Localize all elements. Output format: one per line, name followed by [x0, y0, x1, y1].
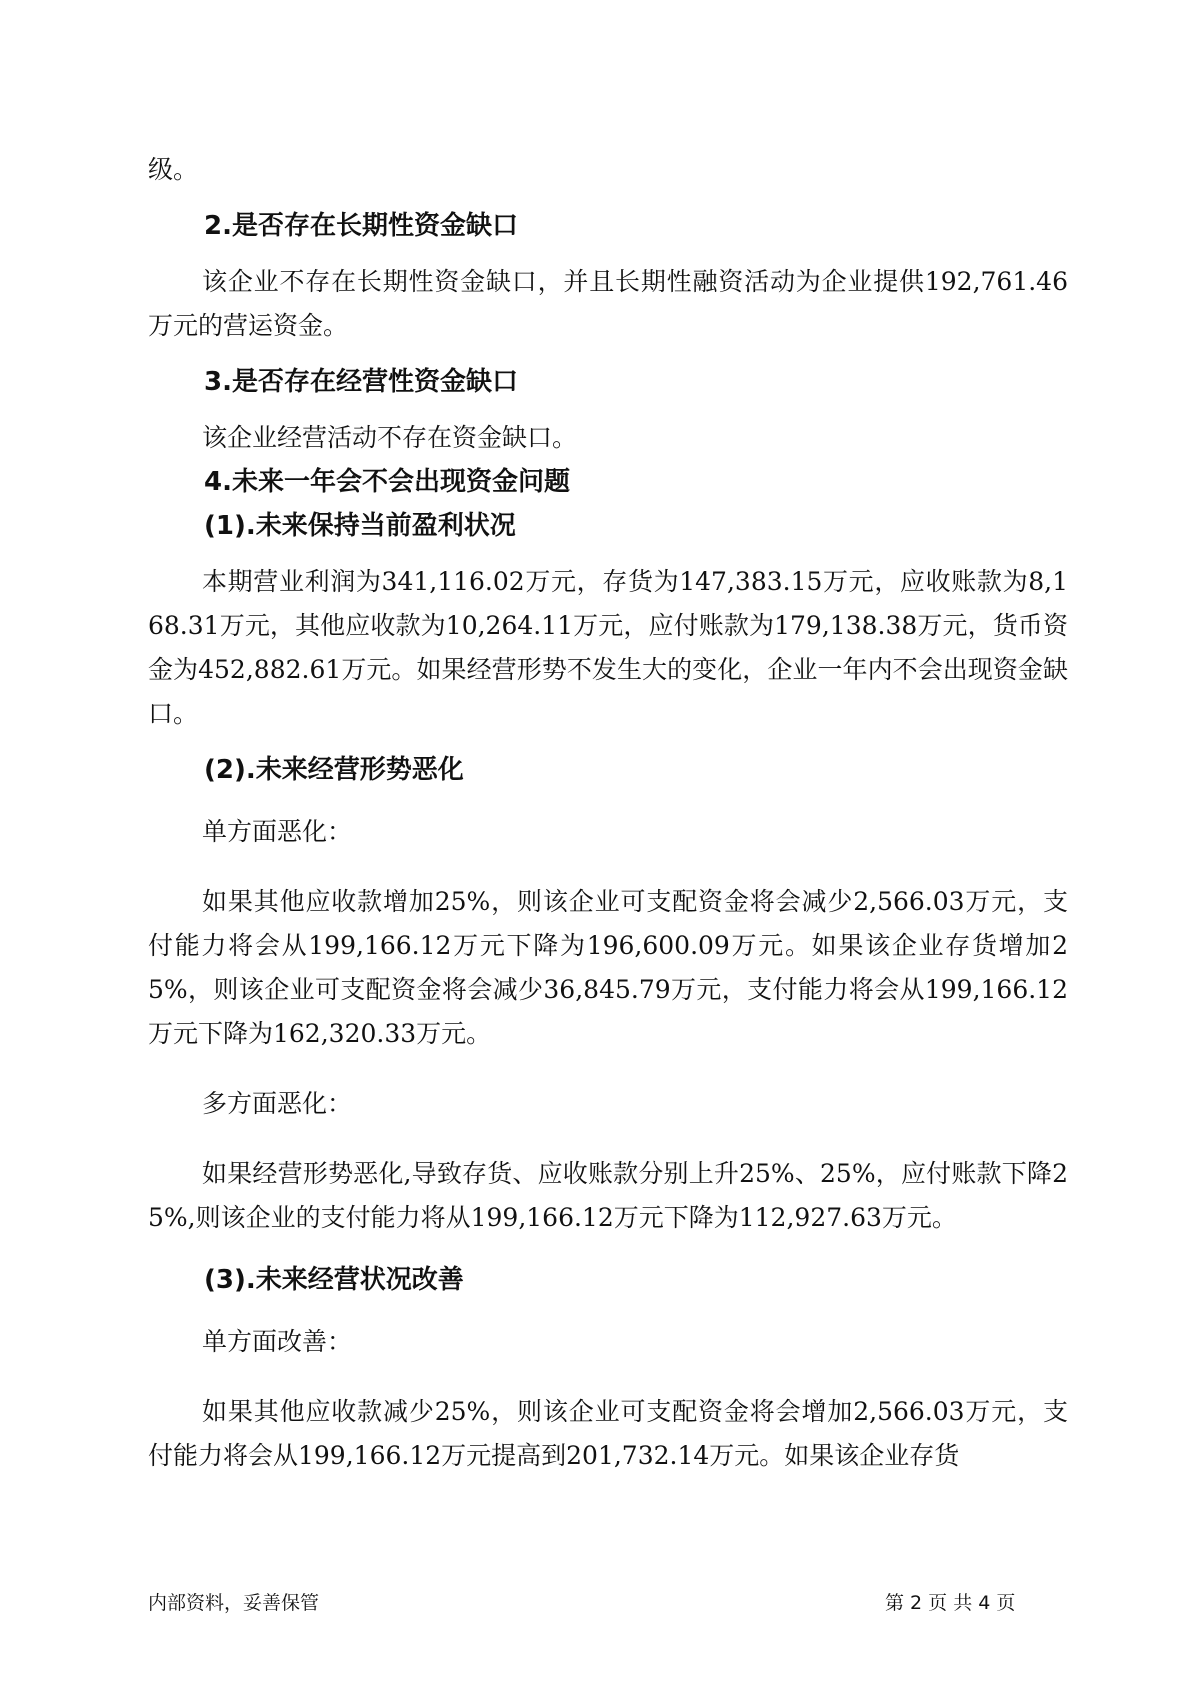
label-single-worsen: 单方面恶化：	[202, 817, 353, 846]
label-multi-worsen: 多方面恶化：	[202, 1089, 353, 1118]
document-body	[148, 148, 1068, 1478]
heading-keep-profit: (1).未来保持当前盈利状况	[204, 511, 516, 541]
heading-operating-gap: 3.是否存在经营性资金缺口	[204, 367, 518, 397]
heading-worsen: (2).未来经营形势恶化	[204, 755, 464, 785]
label-single-improve: 单方面改善：	[202, 1327, 353, 1356]
paragraph-multi-worsen: 如果经营形势恶化,导致存货、应收账款分别上升25%、25%，应付账款下降25%,则该企业的支付能力将从199,166.12万元下降为112,927.63万元。	[148, 1159, 1068, 1232]
heading-long-term-gap: 2.是否存在长期性资金缺口	[204, 211, 518, 241]
paragraph-continued: 级。	[148, 155, 199, 184]
paragraph-single-improve: 如果其他应收款减少25%，则该企业可支配资金将会增加2,566.03万元，支付能力将会从199,166.12万元提高到201,732.14万元。如果该企业存货	[148, 1397, 1068, 1470]
heading-next-year: 4.未来一年会不会出现资金问题	[204, 467, 570, 497]
footer-confidential: 内部资料，妥善保管	[148, 1592, 320, 1614]
paragraph-single-worsen: 如果其他应收款增加25%，则该企业可支配资金将会减少2,566.03万元，支付能力将会从199,166.12万元下降为196,600.09万元。如果该企业存货增加25%，则该企业可支配资金将会减少36,845.79万元，支付能力将会从199,166.12万元下降为162,320.33万元。	[148, 887, 1068, 1048]
paragraph-keep-profit: 本期营业利润为341,116.02万元，存货为147,383.15万元，应收账款为8,168.31万元，其他应收款为10,264.11万元，应付账款为179,138.38万元，货币资金为452,882.61万元。如果经营形势不发生大的变化，企业一年内不会出现资金缺口。	[148, 567, 1068, 728]
paragraph-long-term-gap: 该企业不存在长期性资金缺口，并且长期性融资活动为企业提供192,761.46万元的营运资金。	[148, 267, 1068, 340]
footer-page-number: 第 2 页 共 4 页	[885, 1592, 1016, 1614]
paragraph-operating-gap: 该企业经营活动不存在资金缺口。	[202, 423, 578, 452]
heading-improve: (3).未来经营状况改善	[204, 1265, 464, 1295]
